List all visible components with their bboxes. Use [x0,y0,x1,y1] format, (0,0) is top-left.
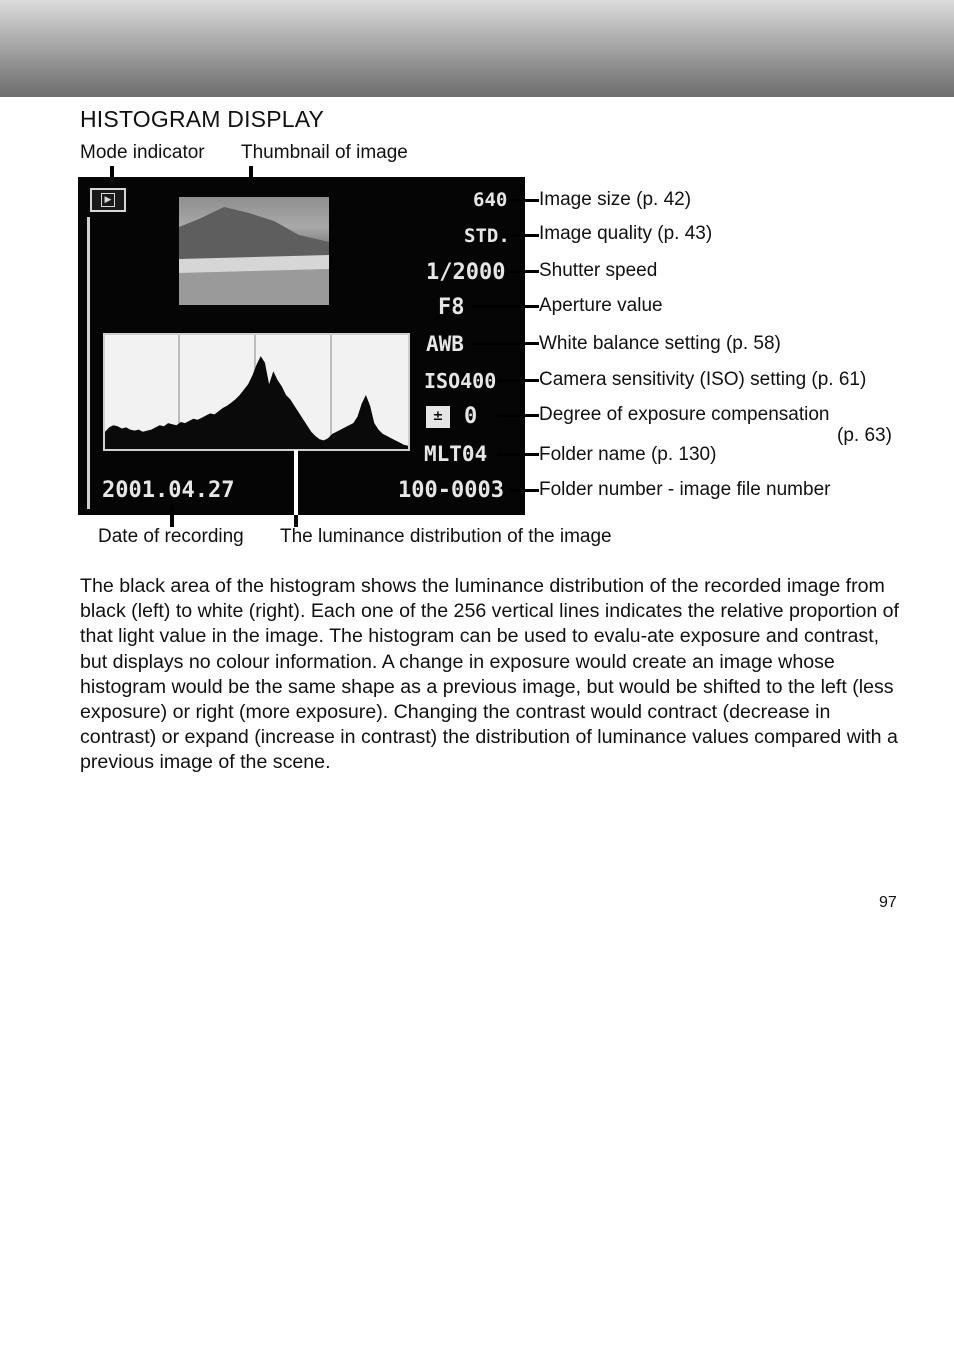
osd-date: 2001.04.27 [102,478,235,503]
osd-exposure-comp: 0 [464,404,478,429]
osd-file-number: 100-0003 [398,478,504,503]
callout-aperture: Aperture value [539,295,663,316]
thumbnail-label: Thumbnail of image [241,142,408,163]
callout-image-quality: Image quality (p. 43) [539,223,713,244]
image-size-leader [510,199,539,202]
callout-folder-name: Folder name (p. 130) [539,444,717,465]
luminance-distribution [105,356,408,449]
exposure-compensation-icon: ± [426,406,450,428]
date-of-recording-label: Date of recording [98,526,244,547]
iso-leader [497,379,539,382]
callout-folder-number: Folder number - image file number [539,479,831,500]
screen-left-rule [87,217,90,509]
image-thumbnail [179,197,329,305]
mode-indicator-label: Mode indicator [80,142,205,163]
osd-quality: STD. [464,225,510,247]
histogram-graph [105,335,408,449]
callout-white-balance: White balance setting (p. 58) [539,333,781,354]
page-number: 97 [879,894,897,911]
callout-iso: Camera sensitivity (ISO) setting (p. 61) [539,369,867,390]
callout-exposure-comp-ref: (p. 63) [837,425,892,446]
exposure-comp-leader [497,414,539,417]
thumbnail-landscape [179,197,329,305]
body-paragraph: The black area of the histogram shows the luminance distribution of the recorded image from black (left) to white (right). Each one of the 256 vertical lines indicates the relative proportion of that light value in the image. The histogram can be used to evalu-ate exposure and contrast, but displays no colour information. A change in exposure would create an image whose histogram would be the same shape as a previous image, but would be shifted to the left (less exposure) or right (more exposure). Changing the contrast would contract (decrease in contrast) or expand (increase in contrast) the distribution of luminance values compared with a previous image of the scene. [80,575,900,774]
folder-name-leader [497,453,539,456]
osd-aperture: F8 [438,295,465,320]
section-title: HISTOGRAM DISPLAY [80,106,325,132]
histogram [103,333,410,451]
luminance-label: The luminance distribution of the image [280,526,612,547]
date-leader [170,505,174,527]
white-balance-leader [472,342,539,345]
osd-image-size: 640 [473,189,508,211]
aperture-leader [472,305,539,308]
callout-shutter-speed: Shutter speed [539,260,658,281]
folder-number-leader [510,489,539,492]
osd-white-balance: AWB [426,332,464,356]
shutter-speed-leader [510,270,539,273]
osd-iso: ISO400 [424,369,497,393]
osd-shutter-speed: 1/2000 [426,260,506,285]
osd-folder-name: MLT04 [424,442,488,466]
camera-screen [78,177,525,515]
playback-mode-icon: ▶ [90,188,126,212]
callout-image-size: Image size (p. 42) [539,189,692,210]
image-quality-leader [510,234,539,237]
callout-exposure-comp: Degree of exposure compensation [539,404,830,425]
header-bar [0,0,954,97]
